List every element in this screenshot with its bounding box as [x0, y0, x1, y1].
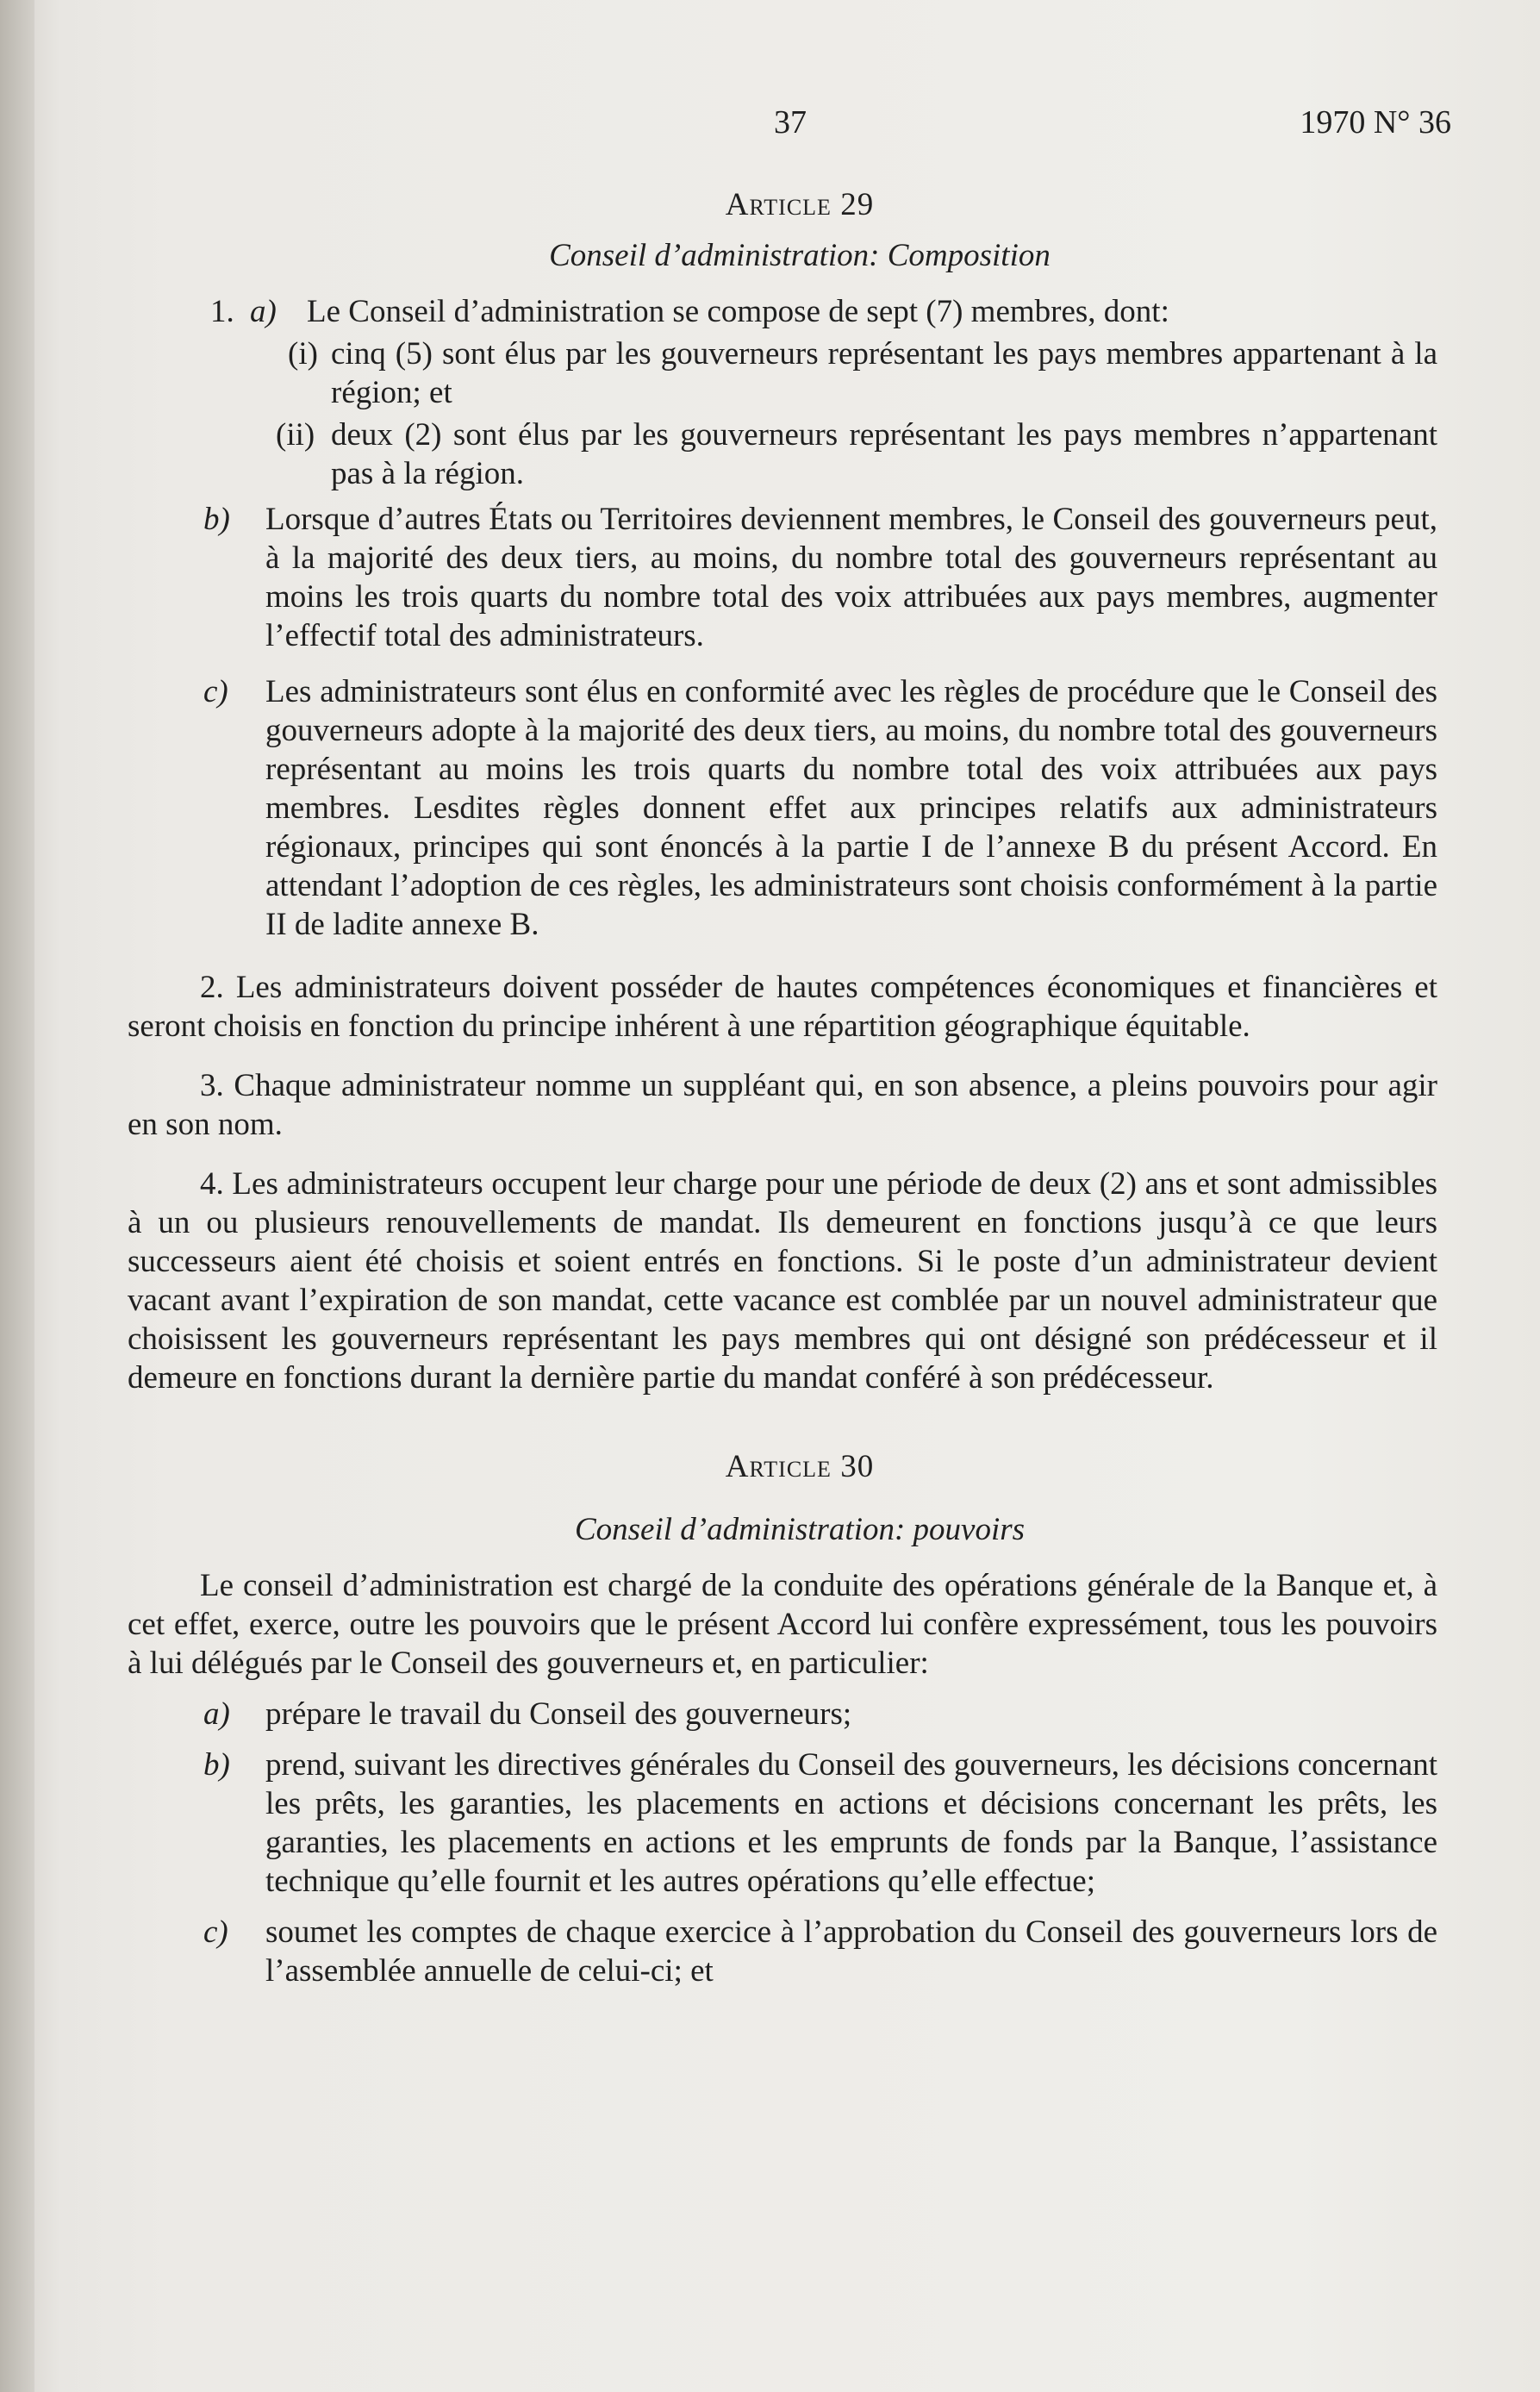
spacer	[128, 1397, 1437, 1447]
binding-edge	[0, 0, 34, 2392]
para-number: 1.	[210, 294, 234, 329]
article-29-para-1a-i	[128, 334, 1437, 412]
item-label: (i)	[288, 336, 318, 372]
article-30-item-a	[128, 1695, 1437, 1733]
article-29-para-2: 2. Les administrateurs doivent posséder de hautes compétences économiques et financières et seront choisis en fonction du principe inhérent à une répartition géographique équitable.	[128, 970, 1437, 1044]
article-29-para-1c	[128, 672, 1437, 944]
page-number: 37	[774, 104, 807, 141]
article-30-subtitle: Conseil d’administration: pouvoirs	[574, 1512, 1026, 1547]
item-text: prépare le travail du Conseil des gouverneurs;	[265, 1696, 852, 1732]
article-29-subtitle: Conseil d’administration: Composition	[549, 238, 1051, 273]
article-29-heading	[162, 185, 1437, 275]
item-text: Les administrateurs sont élus en conformité avec les règles de procédure que le Conseil des gouverneurs adopte à la majorité des deux tiers, au moins, du nombre total des gouverneurs représentant au moins les trois quarts du nombre total des voix attribuées aux pays membres. Lesdites règles donnent effet aux principes relatifs aux administrateurs régionaux, principes qui sont énoncés à la partie I de l’annexe B du présent Accord. En attendant l’adoption de ces règles, les administrateurs sont choisis conformément à la partie II de ladite annexe B.	[265, 674, 1437, 942]
article-29-para-1a	[128, 292, 1437, 331]
article-29-para-1b	[128, 500, 1437, 655]
item-label: b)	[203, 502, 230, 537]
item-label: (ii)	[276, 417, 315, 453]
document-id: 1970 N° 36	[1300, 104, 1451, 141]
item-text: soumet les comptes de chaque exercice à l’approbation du Conseil des gouverneurs lors de l’assemblée annuelle de celui-ci; et	[265, 1914, 1437, 1989]
article-30-item-c	[128, 1913, 1437, 1990]
article-29-title: Article 29	[725, 187, 875, 222]
article-30-heading	[162, 1447, 1437, 1549]
item-label: a)	[250, 294, 277, 329]
item-text: Le Conseil d’administration se compose de sept (7) membres, dont:	[307, 294, 1169, 329]
article-29-para-1a-ii	[128, 415, 1437, 493]
item-text: Lorsque d’autres États ou Territoires deviennent membres, le Conseil des gouverneurs peut, à la majorité des deux tiers, au moins, du nombre total des gouverneurs représentant au moins les trois quarts du nombre total des voix attribuées aux pays membres, augmenter l’effectif total des administrateurs.	[265, 502, 1437, 653]
article-30-title: Article 30	[725, 1449, 875, 1484]
item-label: c)	[203, 674, 228, 709]
article-29-para-3: 3. Chaque administrateur nomme un suppléant qui, en son absence, a pleins pouvoirs pour agir en son nom.	[128, 1068, 1437, 1142]
page-body	[128, 185, 1437, 1990]
item-text: cinq (5) sont élus par les gouverneurs représentant les pays membres appartenant à la région; et	[331, 336, 1437, 410]
article-30-item-b	[128, 1746, 1437, 1901]
item-text: deux (2) sont élus par les gouverneurs représentant les pays membres n’appartenant pas à la région.	[331, 417, 1437, 491]
item-label: b)	[203, 1747, 230, 1783]
article-30-intro: Le conseil d’administration est chargé de la conduite des opérations générale de la Banque et, à cet effet, exerce, outre les pouvoirs que le présent Accord lui confère expressément, tous les pouvoirs à lui délégués par le Conseil des gouverneurs et, en particulier:	[128, 1568, 1437, 1681]
item-text: prend, suivant les directives générales du Conseil des gouverneurs, les décisions concernant les prêts, les garanties, les placements en actions et décisions concernant les prêts, les garanties, les placements en actions et les emprunts de fonds par la Banque, l’assistance technique qu’elle fournit et les autres opérations qu’elle effectue;	[265, 1747, 1437, 1899]
item-label: c)	[203, 1914, 228, 1950]
article-29-para-4: 4. Les administrateurs occupent leur charge pour une période de deux (2) ans et sont admissibles à un ou plusieurs renouvellements de mandat. Ils demeurent en fonctions jusqu’à ce que leurs successeurs aient été choisis et soient entrés en fonctions. Si le poste d’un administrateur devient vacant avant l’expiration de son mandat, cette vacance est comblée par un nouvel administrateur que choisissent les gouverneurs représentant les pays membres qui ont désigné son prédécesseur et il demeure en fonctions durant la dernière partie du mandat conféré à son prédécesseur.	[128, 1166, 1437, 1396]
item-label: a)	[203, 1696, 230, 1732]
